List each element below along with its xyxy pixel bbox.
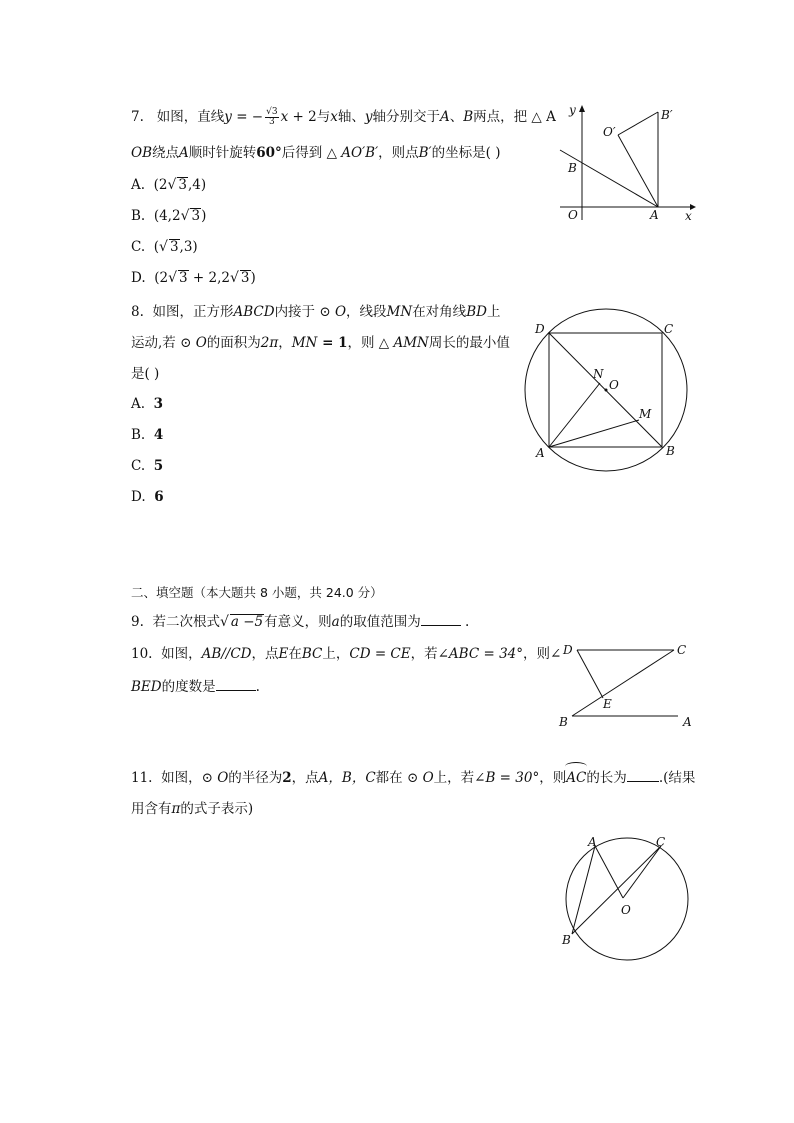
label-d: D [563, 643, 573, 657]
label-o: O [609, 378, 619, 392]
label-b: B [666, 444, 675, 458]
label-a: A [588, 835, 597, 849]
circle-o [566, 838, 688, 960]
segment-bc [572, 846, 661, 934]
q10-line1: 10. 如图，AB//CD，点E在BC上，CD = CE，若∠ABC = 34°，则∠ [131, 646, 562, 662]
segment-an [549, 383, 600, 447]
line-ab [560, 150, 658, 207]
line-de [577, 650, 603, 698]
y-axis-arrow [579, 105, 585, 112]
q10-figure [555, 640, 700, 735]
q11-figure [555, 830, 700, 970]
section-title: 二、填空题（本大题共 8 小题，共 24.0 分） [131, 585, 383, 600]
segment-ba [572, 846, 595, 934]
label-c: C [677, 643, 687, 657]
q8-figure [520, 305, 695, 470]
segment-co [623, 846, 661, 898]
label-b: B [568, 161, 577, 175]
label-o: O [568, 208, 578, 222]
q11-line2: 用含有π的式子表示) [131, 801, 254, 817]
q7-option-b[interactable]: B. (4,2√ 3) [131, 208, 207, 224]
q8-option-a[interactable]: A. 3 [131, 396, 164, 412]
label-c: C [664, 322, 674, 336]
label-b: B [559, 715, 568, 729]
segment-op-bp [618, 112, 658, 135]
label-b: B [562, 933, 571, 947]
q7-option-a[interactable]: A. (2√ 3,4) [131, 177, 207, 193]
center-dot [605, 389, 608, 392]
q10-line2: BED的度数是 . [131, 676, 260, 697]
fraction: $\frac{√3}{3}$ [266, 107, 278, 127]
q8-line1: 8. 如图，正方形ABCD内接于 ⊙ O，线段MN在对角线BD上 [131, 304, 501, 320]
label-e: E [603, 697, 612, 711]
segment-ao [595, 846, 623, 898]
line-bc [572, 650, 674, 716]
label-n: N [593, 367, 604, 381]
label-x: x [685, 209, 692, 223]
label-op: O′ [603, 125, 616, 139]
answer-blank[interactable] [216, 676, 256, 691]
arc-ac: AC [566, 770, 587, 786]
label-a: A [536, 446, 545, 460]
q9-line: 9. 若二次根式√ a −5有意义，则a的取值范围为 . [131, 611, 469, 632]
q7-figure [555, 100, 700, 225]
q11-line1: 11. 如图，⊙ O的半径为2，点A，B，C都在 ⊙ O上，若∠B = 30°，则AC的长为 .(结果 [131, 767, 695, 788]
answer-blank[interactable] [627, 767, 659, 782]
label-bp: B′ [661, 108, 673, 122]
label-a: A [683, 715, 692, 729]
q7-option-c[interactable]: C. (√ 3,3) [131, 239, 198, 255]
label-m: M [639, 407, 652, 421]
q8-option-c[interactable]: C. 5 [131, 458, 164, 474]
q7-line1: 7. 如图，直线y = − $\frac{√3}{3}$ x + 2与x轴、y轴分别交于A、B两点，把 △ A [131, 107, 556, 127]
label-y: y [569, 103, 576, 117]
label-o: O [621, 903, 631, 917]
q7-option-d[interactable]: D. (2√ 3 + 2,2√ 3) [131, 270, 256, 286]
q8-option-d[interactable]: D. 6 [131, 489, 164, 505]
q7-line2: OB绕点A顺时针旋转60°后得到 △ AO′B′，则点B′的坐标是( ) [131, 145, 501, 161]
label-c: C [656, 835, 666, 849]
q8-line3: 是( ) [131, 366, 160, 382]
segment-am [549, 420, 639, 447]
q8-line2: 运动,若 ⊙ O的面积为2π，MN = 1，则 △ AMN周长的最小值 [131, 335, 510, 351]
q8-option-b[interactable]: B. 4 [131, 427, 164, 443]
answer-blank[interactable] [421, 611, 461, 626]
label-a: A [650, 208, 659, 222]
label-d: D [535, 322, 545, 336]
segment-a-op [618, 135, 658, 207]
